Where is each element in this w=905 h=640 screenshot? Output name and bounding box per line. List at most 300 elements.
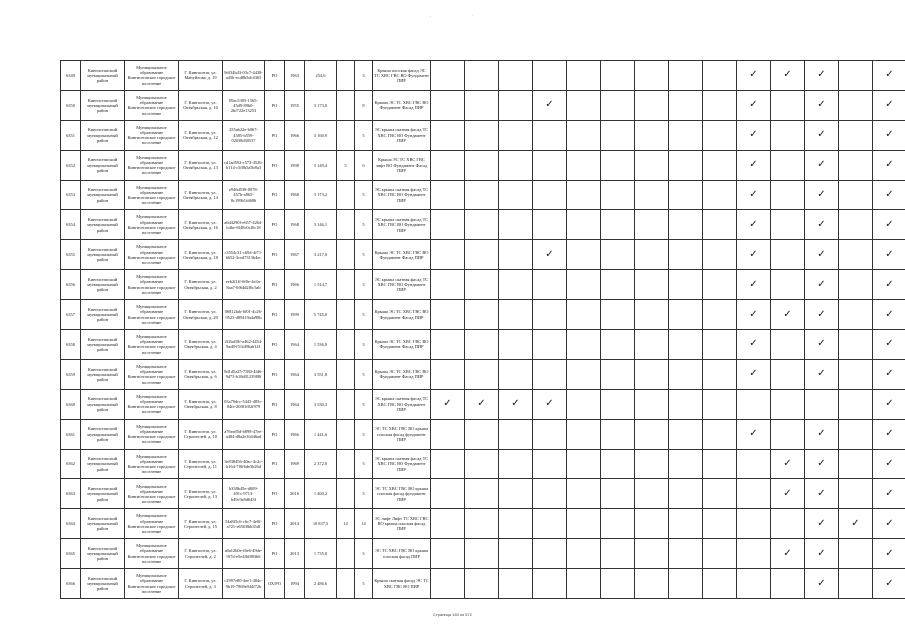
- check-cell: [499, 389, 533, 419]
- check-cell: [635, 330, 669, 360]
- table-row: [61, 90, 905, 120]
- check-cell: [635, 449, 669, 479]
- check-cell: [601, 449, 635, 479]
- entrances-cell: 3: [355, 61, 373, 91]
- category-cell: РО: [265, 180, 285, 210]
- check-cell: [771, 389, 805, 419]
- check-cell: [431, 240, 465, 270]
- fias-cell: 54a8f5c6-c6c7-4e0f-a721-e65ff8bb35df: [223, 509, 265, 539]
- check-cell: [771, 419, 805, 449]
- row-number: 6352: [61, 150, 81, 180]
- address-cell: Г. Кингисепп, ул. Строителей, д. 3: [179, 569, 223, 599]
- checkmark-icon: ✓: [749, 248, 758, 260]
- category-cell: РО: [265, 150, 285, 180]
- check-cell: [601, 569, 635, 599]
- checkmark-icon: ✓: [817, 308, 826, 320]
- address-cell: Г. Кингисепп, ул. Октябрьская, д. 16: [179, 210, 223, 240]
- floors-cell: [337, 270, 355, 300]
- check-cell: [431, 300, 465, 330]
- check-cell: [771, 479, 805, 509]
- check-cell: [771, 240, 805, 270]
- check-cell: [635, 210, 669, 240]
- area-cell: 3 217,0: [305, 240, 337, 270]
- check-cell: [567, 90, 601, 120]
- check-cell: [601, 509, 635, 539]
- check-cell: [703, 389, 737, 419]
- check-cell: [703, 419, 737, 449]
- check-cell: [465, 479, 499, 509]
- owner-cell: Муниципальное образование Кингисеппское городское поселение: [125, 449, 179, 479]
- check-cell: [839, 419, 873, 449]
- check-cell: [533, 569, 567, 599]
- works-cell: ЭС крыша скатная фасад ТС ХВС ГВС ВО Фундамент ПИР: [373, 449, 431, 479]
- check-cell: [601, 479, 635, 509]
- works-cell: ЭС крыша скатная фасад ТС ХВС ГВС ВО Фундамент ПИР: [373, 120, 431, 150]
- row-number: 6356: [61, 270, 81, 300]
- checkmark-icon: ✓: [783, 308, 792, 320]
- check-cell: [601, 180, 635, 210]
- check-cell: [805, 539, 839, 569]
- area-cell: 1 514,7: [305, 270, 337, 300]
- area-cell: 3 551,8: [305, 359, 337, 389]
- floors-cell: 5: [337, 150, 355, 180]
- floors-cell: [337, 419, 355, 449]
- check-cell: [635, 509, 669, 539]
- check-cell: [431, 270, 465, 300]
- floors-cell: [337, 90, 355, 120]
- check-cell: [805, 509, 839, 539]
- district-cell: Кингисеппский муниципальный район: [81, 240, 125, 270]
- check-cell: [703, 210, 737, 240]
- entrances-cell: 3: [355, 539, 373, 569]
- check-cell: [737, 270, 771, 300]
- check-cell: [465, 61, 499, 91]
- check-cell: [703, 61, 737, 91]
- check-cell: [601, 210, 635, 240]
- check-cell: [465, 210, 499, 240]
- check-cell: [499, 210, 533, 240]
- check-cell: [499, 479, 533, 509]
- check-cell: [737, 449, 771, 479]
- check-cell: [839, 270, 873, 300]
- address-cell: Г. Кингисепп, ул. Октябрьская, д. 8: [179, 389, 223, 419]
- area-cell: 1 735,0: [305, 539, 337, 569]
- table-row: [61, 150, 905, 180]
- year-cell: 1964: [285, 359, 305, 389]
- area-cell: 10 837,5: [305, 509, 337, 539]
- check-cell: [431, 210, 465, 240]
- check-cell: [873, 150, 905, 180]
- check-cell: [533, 539, 567, 569]
- table-row: [61, 180, 905, 210]
- checkmark-icon: ✓: [885, 547, 894, 559]
- check-cell: [703, 449, 737, 479]
- category-cell: РО: [265, 61, 285, 91]
- check-cell: [533, 330, 567, 360]
- district-cell: Кингисеппский муниципальный район: [81, 210, 125, 240]
- address-cell: Г. Кингисепп, ул. Строителей, д. 13: [179, 479, 223, 509]
- fias-cell: b338b45e-d009-491c-9713-b49c9a9d643f: [223, 479, 265, 509]
- checkmark-icon: ✓: [749, 99, 758, 111]
- check-cell: [703, 150, 737, 180]
- check-cell: [635, 479, 669, 509]
- check-cell: [805, 300, 839, 330]
- table-row: [61, 300, 905, 330]
- check-cell: [431, 539, 465, 569]
- check-cell: [737, 120, 771, 150]
- owner-cell: Муниципальное образование Кингисеппское городское поселение: [125, 389, 179, 419]
- owner-cell: Муниципальное образование Кингисеппское городское поселение: [125, 240, 179, 270]
- check-cell: [737, 419, 771, 449]
- check-cell: [533, 150, 567, 180]
- works-cell: Крыша ЭС ТС ХВС ГВС ВО Фундамент Фасад ПИР: [373, 90, 431, 120]
- check-cell: [703, 270, 737, 300]
- check-cell: [805, 330, 839, 360]
- check-cell: [431, 330, 465, 360]
- check-cell: [499, 61, 533, 91]
- checkmark-icon: ✓: [817, 338, 826, 350]
- check-cell: [601, 270, 635, 300]
- category-cell: РО: [265, 389, 285, 419]
- check-cell: [669, 150, 703, 180]
- area-cell: 1 441,6: [305, 419, 337, 449]
- checkmark-icon: ✓: [885, 129, 894, 141]
- works-cell: ЭС крыша скатная фасад ТС ХВС ГВС ВО Фундамент ПИР: [373, 210, 431, 240]
- owner-cell: Муниципальное образование Кингисеппское городское поселение: [125, 150, 179, 180]
- checkmark-icon: ✓: [749, 308, 758, 320]
- fias-cell: a76ea05d-b898-47ee-a484-d8a2e16446ad: [223, 419, 265, 449]
- works-cell: Крыша ЭС ТС ХВС ГВС ВО Фундамент Фасад ПИР: [373, 330, 431, 360]
- checkmark-icon: ✓: [817, 189, 826, 200]
- check-cell: [839, 61, 873, 91]
- check-cell: [703, 330, 737, 360]
- works-cell: ЭС крыша скатная фасад ТС ХВС ГВС ВО Фундамент ПИР: [373, 270, 431, 300]
- check-cell: [805, 389, 839, 419]
- district-cell: Кингисеппский муниципальный район: [81, 300, 125, 330]
- check-cell: [873, 569, 905, 599]
- check-cell: [737, 359, 771, 389]
- check-cell: [567, 479, 601, 509]
- floors-cell: [337, 389, 355, 419]
- table-row: [61, 479, 905, 509]
- works-cell: ЭС ТС ХВС ГВС ВО крыша плоская фасад ПИР: [373, 539, 431, 569]
- check-cell: [839, 389, 873, 419]
- checkmark-icon: ✓: [851, 517, 860, 529]
- check-cell: [703, 300, 737, 330]
- checkmark-icon: ✓: [477, 398, 486, 410]
- check-cell: [465, 270, 499, 300]
- check-cell: [669, 210, 703, 240]
- checkmark-icon: ✓: [749, 189, 758, 200]
- checkmark-icon: ✓: [885, 248, 894, 260]
- floors-cell: [337, 539, 355, 569]
- check-cell: [737, 90, 771, 120]
- works-cell: ЭС ТС ХВС ГВС ВО крыша плоская фасад фундамент ПИР: [373, 479, 431, 509]
- entrances-cell: 5: [355, 210, 373, 240]
- check-cell: [465, 240, 499, 270]
- check-cell: [703, 479, 737, 509]
- checkmark-icon: ✓: [749, 428, 758, 440]
- check-cell: [567, 330, 601, 360]
- check-cell: [635, 419, 669, 449]
- checkmark-icon: ✓: [817, 368, 826, 380]
- check-cell: [839, 569, 873, 599]
- check-cell: [805, 419, 839, 449]
- fias-cell: 9df34b43-03c7-4438-a45b-ecd8b5dc4365: [223, 61, 265, 91]
- check-cell: [499, 120, 533, 150]
- page-footer: Страница 160 из 572: [433, 612, 472, 617]
- check-cell: [601, 419, 635, 449]
- owner-cell: Муниципальное образование Кингисеппское городское поселение: [125, 210, 179, 240]
- row-number: 6354: [61, 210, 81, 240]
- check-cell: [465, 120, 499, 150]
- fias-cell: e946d538-0078-457b-a865-8c199b1fd686: [223, 180, 265, 210]
- year-cell: 1998: [285, 150, 305, 180]
- check-cell: [635, 180, 669, 210]
- check-cell: [771, 509, 805, 539]
- check-cell: [703, 509, 737, 539]
- check-cell: [737, 330, 771, 360]
- check-cell: [873, 539, 905, 569]
- works-cell: ЭС ТС ХВС ГВС ВО крыша плоская фасад фундамент ПИР: [373, 419, 431, 449]
- check-cell: [601, 120, 635, 150]
- floors-cell: [337, 240, 355, 270]
- check-cell: [873, 180, 905, 210]
- category-cell: РО: [265, 240, 285, 270]
- check-cell: [805, 150, 839, 180]
- works-cell: Крыша ЭС ТС ХВС ГВС ВО Фундамент Фасад ПИР: [373, 359, 431, 389]
- works-cell: Крыша ЭС ТС ХВС ГВС ВО Фундамент Фасад ПИР: [373, 240, 431, 270]
- area-cell: 5 149,4: [305, 150, 337, 180]
- check-cell: [771, 150, 805, 180]
- check-cell: [669, 300, 703, 330]
- check-cell: [567, 539, 601, 569]
- check-cell: [737, 539, 771, 569]
- area-cell: 254,6: [305, 61, 337, 91]
- row-number: 6358: [61, 330, 81, 360]
- address-cell: Г. Кингисепп, ул. Строителей, д. 15: [179, 509, 223, 539]
- check-cell: [771, 180, 805, 210]
- area-cell: 3 160,9: [305, 120, 337, 150]
- table-row: [61, 120, 905, 150]
- checkmark-icon: ✓: [817, 458, 826, 470]
- checkmark-icon: ✓: [885, 218, 894, 230]
- address-cell: Г. Кингисепп, ул. Мануйлова, д. 19: [179, 61, 223, 91]
- fias-cell: a6d4290f-e657-4264-b4be-8f48c0cf6c18: [223, 210, 265, 240]
- check-cell: [771, 569, 805, 599]
- check-cell: [431, 120, 465, 150]
- district-cell: Кингисеппский муниципальный район: [81, 180, 125, 210]
- check-cell: [431, 180, 465, 210]
- check-cell: [601, 150, 635, 180]
- check-cell: [465, 150, 499, 180]
- check-cell: [499, 359, 533, 389]
- checkmark-icon: ✓: [885, 189, 894, 200]
- row-number: 6361: [61, 419, 81, 449]
- floors-cell: [337, 300, 355, 330]
- check-cell: [533, 389, 567, 419]
- fias-cell: 8d1d5a25-7580-4fd6-9d73-b18d0123988f: [223, 359, 265, 389]
- check-cell: [669, 569, 703, 599]
- check-cell: [533, 359, 567, 389]
- checkmark-icon: ✓: [885, 99, 894, 111]
- check-cell: [771, 90, 805, 120]
- check-cell: [533, 479, 567, 509]
- checkmark-icon: ✓: [749, 218, 758, 230]
- owner-cell: Муниципальное образование Кингисеппское городское поселение: [125, 359, 179, 389]
- checkmark-icon: ✓: [749, 278, 758, 290]
- checkmark-icon: ✓: [817, 159, 826, 171]
- fias-cell: eeb2f1ff-6f0e-4e3a-8aa7-0f64d2f6c5ab: [223, 270, 265, 300]
- check-cell: [635, 240, 669, 270]
- owner-cell: Муниципальное образование Кингисеппское городское поселение: [125, 569, 179, 599]
- check-cell: [567, 150, 601, 180]
- check-cell: [669, 180, 703, 210]
- row-number: 6359: [61, 359, 81, 389]
- checkmark-icon: ✓: [783, 69, 792, 81]
- check-cell: [465, 90, 499, 120]
- check-cell: [601, 359, 635, 389]
- owner-cell: Муниципальное образование Кингисеппское городское поселение: [125, 330, 179, 360]
- area-cell: 1 460,2: [305, 479, 337, 509]
- check-cell: [771, 210, 805, 240]
- checkmark-icon: ✓: [885, 368, 894, 380]
- check-cell: [873, 479, 905, 509]
- check-cell: [499, 509, 533, 539]
- table-row: [61, 270, 905, 300]
- entrances-cell: 3: [355, 449, 373, 479]
- works-cell: Крыша ЭС ТС ХВС ГВС ВО Фундамент Фасад ПИР: [373, 300, 431, 330]
- check-cell: [737, 180, 771, 210]
- check-cell: [839, 539, 873, 569]
- check-cell: [669, 240, 703, 270]
- check-cell: [567, 569, 601, 599]
- checkmark-icon: ✓: [511, 398, 520, 410]
- row-number: 6366: [61, 569, 81, 599]
- check-cell: [465, 569, 499, 599]
- check-cell: [533, 120, 567, 150]
- category-cell: РО: [265, 300, 285, 330]
- check-cell: [873, 300, 905, 330]
- table-row: [61, 330, 905, 360]
- address-cell: Г. Кингисепп, ул. Строителей, д. 2: [179, 539, 223, 569]
- category-cell: РО: [265, 419, 285, 449]
- checkmark-icon: ✓: [817, 547, 826, 559]
- check-cell: [567, 240, 601, 270]
- district-cell: Кингисеппский муниципальный район: [81, 330, 125, 360]
- check-cell: [465, 300, 499, 330]
- check-cell: [499, 330, 533, 360]
- check-cell: [533, 449, 567, 479]
- check-cell: [873, 120, 905, 150]
- check-cell: [873, 270, 905, 300]
- year-cell: 1994: [285, 569, 305, 599]
- checkmark-icon: ✓: [817, 248, 826, 260]
- check-cell: [567, 359, 601, 389]
- table-row: [61, 359, 905, 389]
- check-cell: [839, 210, 873, 240]
- check-cell: [737, 210, 771, 240]
- check-cell: [669, 509, 703, 539]
- year-cell: 1969: [285, 449, 305, 479]
- entrances-cell: 14: [355, 509, 373, 539]
- fias-cell: 09ac5305-1565-45d9-89b0-2bf722e13253: [223, 90, 265, 120]
- table-row: [61, 210, 905, 240]
- check-cell: [839, 150, 873, 180]
- check-cell: [839, 509, 873, 539]
- floors-cell: [337, 180, 355, 210]
- check-cell: [499, 270, 533, 300]
- table-row: [61, 419, 905, 449]
- check-cell: [873, 359, 905, 389]
- district-cell: Кингисеппский муниципальный район: [81, 539, 125, 569]
- check-cell: [669, 449, 703, 479]
- checkmark-icon: ✓: [885, 278, 894, 290]
- check-cell: [669, 61, 703, 91]
- check-cell: [737, 389, 771, 419]
- floors-cell: [337, 449, 355, 479]
- area-cell: 3 173,0: [305, 90, 337, 120]
- row-number: 6363: [61, 479, 81, 509]
- district-cell: Кингисеппский муниципальный район: [81, 120, 125, 150]
- check-cell: [873, 90, 905, 120]
- category-cell: РО: [265, 449, 285, 479]
- row-number: 6351: [61, 120, 81, 150]
- check-cell: [703, 539, 737, 569]
- district-cell: Кингисеппский муниципальный район: [81, 509, 125, 539]
- checkmark-icon: ✓: [885, 517, 894, 529]
- address-cell: Г. Кингисепп, ул. Строителей, д. 11: [179, 449, 223, 479]
- checkmark-icon: ✓: [545, 248, 554, 260]
- check-cell: [567, 300, 601, 330]
- check-cell: [635, 120, 669, 150]
- fias-cell: cd1ad592-c573-4526-b114-c5f0b5a5b8a3: [223, 150, 265, 180]
- checkmark-icon: ✓: [885, 308, 894, 320]
- owner-cell: Муниципальное образование Кингисеппское городское поселение: [125, 120, 179, 150]
- entrances-cell: 5: [355, 120, 373, 150]
- check-cell: [635, 90, 669, 120]
- check-cell: [567, 61, 601, 91]
- check-cell: [771, 539, 805, 569]
- check-cell: [737, 150, 771, 180]
- row-number: 6364: [61, 509, 81, 539]
- checkmark-icon: ✓: [817, 577, 826, 589]
- checkmark-icon: ✓: [885, 487, 894, 499]
- check-cell: [635, 150, 669, 180]
- check-cell: [873, 330, 905, 360]
- category-cell: РО: [265, 210, 285, 240]
- check-cell: [499, 300, 533, 330]
- district-cell: Кингисеппский муниципальный район: [81, 150, 125, 180]
- fias-cell: 03a79dcc-5445-485c-84fe-20f81f02f979: [223, 389, 265, 419]
- floors-cell: [337, 330, 355, 360]
- row-number: 6353: [61, 180, 81, 210]
- year-cell: 1967: [285, 240, 305, 270]
- floors-cell: [337, 479, 355, 509]
- area-cell: 1 536,9: [305, 330, 337, 360]
- check-cell: [601, 330, 635, 360]
- check-cell: [431, 150, 465, 180]
- check-cell: [431, 419, 465, 449]
- check-cell: [669, 389, 703, 419]
- fias-cell: 2f2bd18f-a462-4454-9ad8-f51fd96ab141: [223, 330, 265, 360]
- check-cell: [805, 90, 839, 120]
- floors-cell: 14: [337, 509, 355, 539]
- check-cell: [839, 240, 873, 270]
- check-cell: [839, 359, 873, 389]
- category-cell: РО: [265, 90, 285, 120]
- checkmark-icon: ✓: [783, 458, 792, 470]
